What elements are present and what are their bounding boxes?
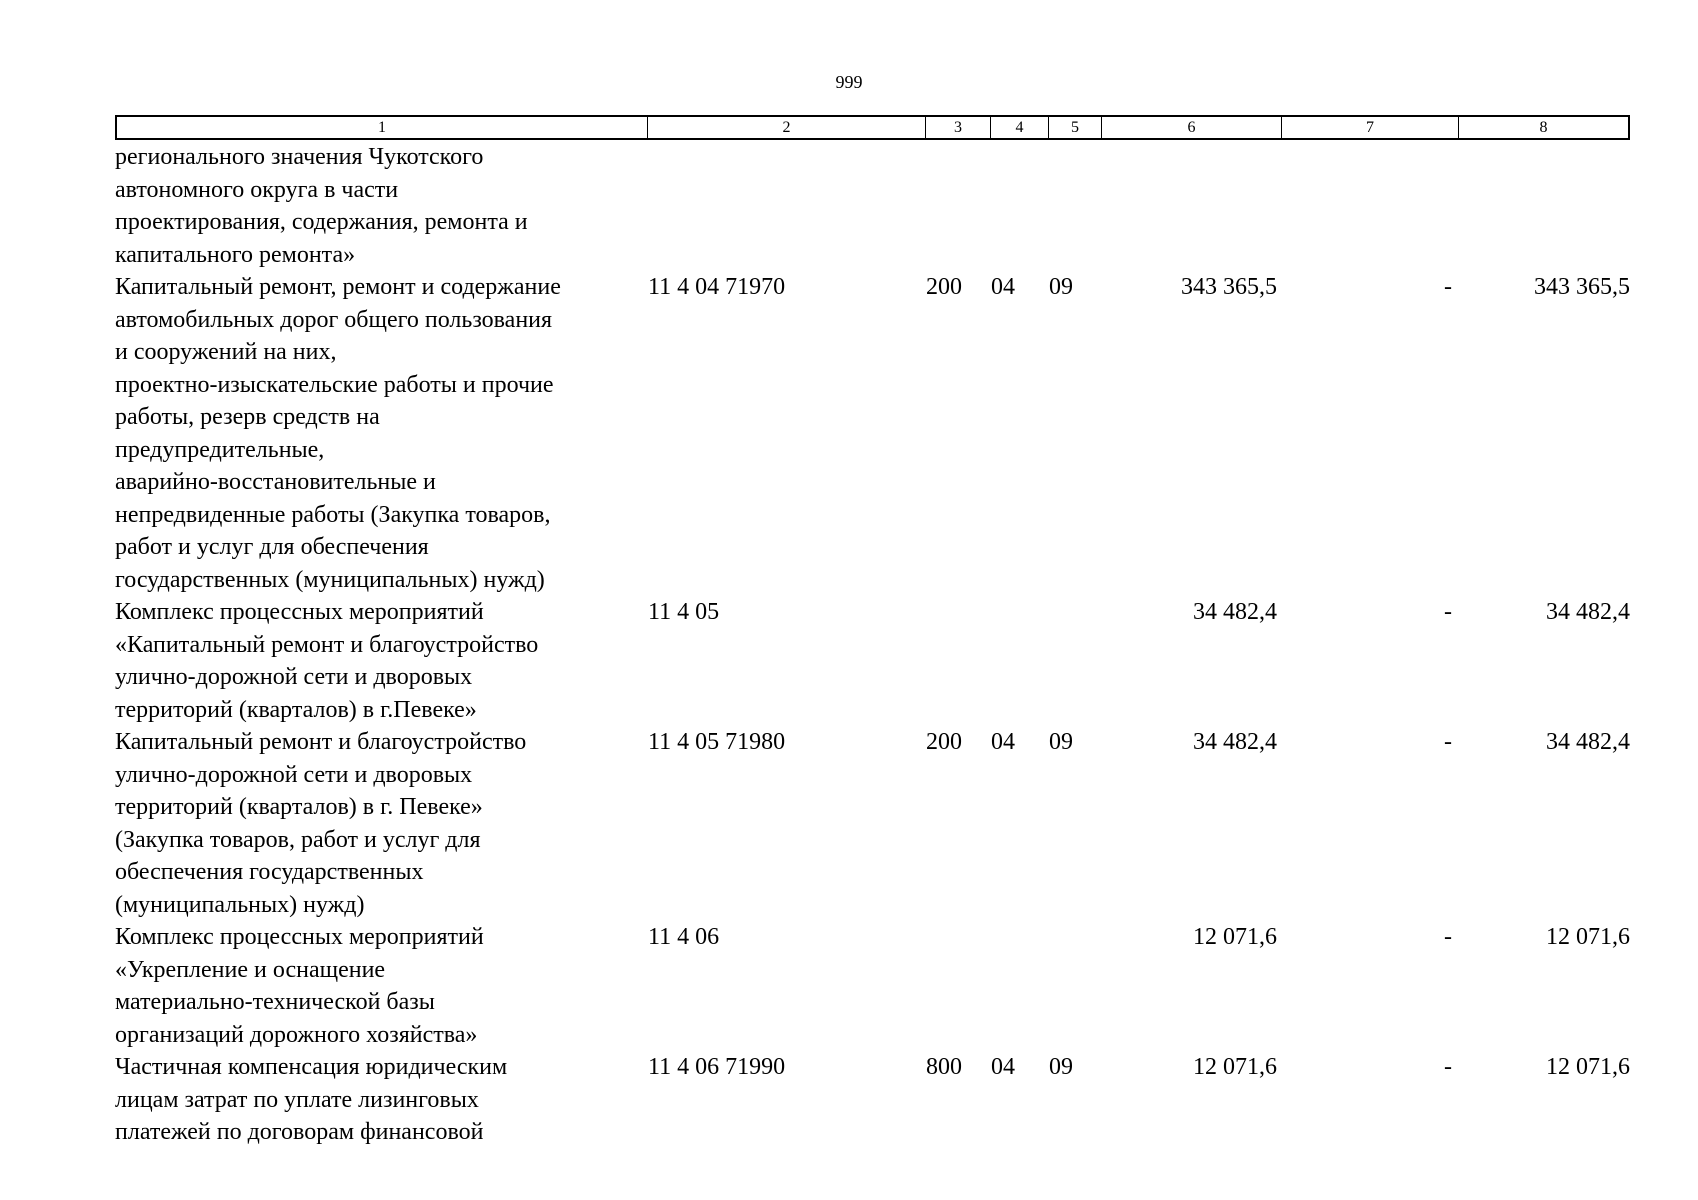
row-col-7: - — [1444, 1054, 1452, 1080]
row-col-6: 34 482,4 — [1193, 599, 1277, 625]
row-col-3 — [923, 596, 988, 726]
row-col-3 — [923, 141, 988, 271]
header-col-1: 1 — [117, 117, 648, 138]
table-row — [115, 596, 1630, 726]
header-col-8: 8 — [1539, 119, 1548, 136]
row-col-6: 34 482,4 — [1193, 729, 1277, 755]
row-code: 11 4 06 — [648, 924, 720, 950]
row-col-4 — [988, 141, 1046, 271]
row-col-5: 09 — [1049, 729, 1073, 755]
row-col-4: 04 — [991, 729, 1015, 755]
row-code: 11 4 04 71970 — [648, 274, 786, 300]
table-body — [115, 141, 1630, 1149]
row-col-4: 04 — [991, 1054, 1015, 1080]
header-col-3: 3 — [926, 117, 991, 138]
row-col-8: 34 482,4 — [1546, 599, 1630, 625]
row-code: 11 4 05 — [648, 599, 720, 625]
table-row — [115, 141, 1630, 271]
row-col-8: 12 071,6 — [1546, 1054, 1630, 1080]
page-number: 999 — [835, 72, 863, 92]
row-name: Капитальный ремонт и благоустройство улично-дорожной сети и дворовых территорий (кварталов) в г. Певеке» (Закупка товаров, работ и услуг для обеспечения государственных (муниципальных) нужд) — [115, 729, 527, 918]
row-code: 11 4 05 71980 — [648, 729, 786, 755]
row-col-6: 343 365,5 — [1181, 274, 1277, 300]
row-col-5 — [1046, 921, 1099, 1051]
row-col-5 — [1046, 596, 1099, 726]
row-col-8: 12 071,6 — [1546, 924, 1630, 950]
row-col-8 — [1456, 141, 1630, 271]
row-name: регионального значения Чукотского автономного округа в части проектирования, содержания, ремонта и капитального ремонта» — [115, 144, 528, 268]
table-row — [115, 271, 1630, 596]
row-col-5 — [1046, 141, 1099, 271]
row-col-4 — [988, 921, 1046, 1051]
row-name: Капитальный ремонт, ремонт и содержание автомобильных дорог общего пользования и сооружений на них, проектно-изыскательские работы и прочие работы, резерв средств на предупредительные, аварийно-восстановительные и непредвиденные работы (Закупка товаров, работ и услуг для обеспечения государственных (муниципальных) нужд) — [115, 274, 561, 593]
row-col-8: 34 482,4 — [1546, 729, 1630, 755]
row-col-5: 09 — [1049, 1054, 1073, 1080]
row-col-6: 12 071,6 — [1193, 1054, 1277, 1080]
table-row — [115, 921, 1630, 1051]
row-col-8: 343 365,5 — [1534, 274, 1630, 300]
table-header — [115, 115, 1630, 140]
row-col-4 — [988, 596, 1046, 726]
row-col-6: 12 071,6 — [1193, 924, 1277, 950]
row-code — [645, 141, 923, 271]
header-col-7: 7 — [1282, 117, 1459, 138]
row-code: 11 4 06 71990 — [648, 1054, 786, 1080]
row-name: Комплекс процессных мероприятий «Капитальный ремонт и благоустройство улично-дорожной сети и дворовых территорий (кварталов) в г.Певеке» — [115, 599, 539, 723]
row-col-7: - — [1444, 599, 1452, 625]
row-col-3: 800 — [926, 1054, 962, 1080]
header-col-2: 2 — [648, 117, 926, 138]
row-col-3: 200 — [926, 729, 962, 755]
header-col-6: 6 — [1102, 117, 1282, 138]
table-row — [115, 1051, 1630, 1149]
table-row — [115, 726, 1630, 921]
row-col-3 — [923, 921, 988, 1051]
header-col-5: 5 — [1049, 117, 1102, 138]
row-col-6 — [1099, 141, 1279, 271]
row-col-7: - — [1444, 924, 1452, 950]
row-col-7: - — [1444, 274, 1452, 300]
row-col-7: - — [1444, 729, 1452, 755]
row-name: Комплекс процессных мероприятий «Укрепление и оснащение материально-технической базы организаций дорожного хозяйства» — [115, 924, 484, 1048]
row-name: Частичная компенсация юридическим лицам затрат по уплате лизинговых платежей по договорам финансовой — [115, 1054, 508, 1145]
row-col-4: 04 — [991, 274, 1015, 300]
row-col-7 — [1279, 141, 1456, 271]
row-col-5: 09 — [1049, 274, 1073, 300]
row-col-3: 200 — [926, 274, 962, 300]
header-col-4: 4 — [991, 117, 1049, 138]
